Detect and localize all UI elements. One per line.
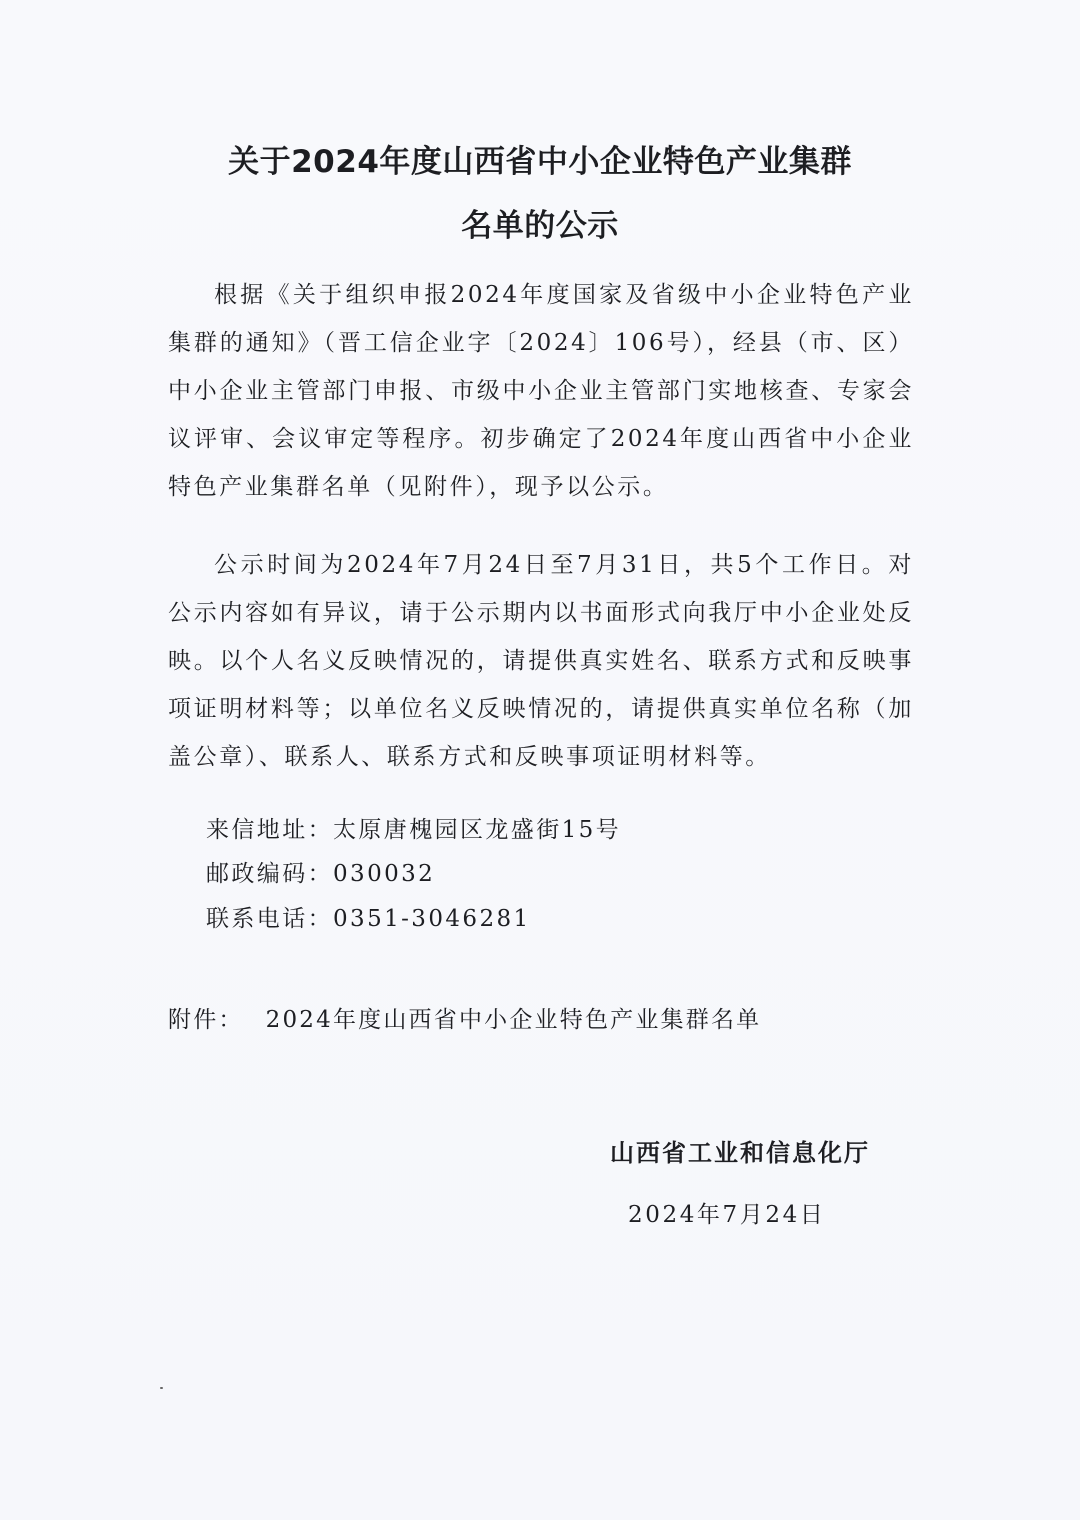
contact-phone: 联系电话：0351-3046281 (206, 906, 531, 932)
attachment-title: 2024年度山西省中小企业特色产业集群名单 (265, 1007, 762, 1033)
issuer-signature: 山西省工业和信息化厅 (610, 1139, 870, 1167)
scan-speck (160, 1387, 163, 1389)
body-paragraph-2: 公示时间为2024年7月24日至7月31日，共5个工作日。对公示内容如有异议，请于公示期内以书面形式向我厅中小企业处反映。以个人名义反映情况的，请提供真实姓名、联系方式和反映事项证明材料等；以单位名义反映情况的，请提供真实单位名称（加盖公章）、联系人、联系方式和反映事项证明材料等。 (168, 552, 914, 770)
issue-date: 2024年7月24日 (628, 1202, 826, 1228)
contact-address: 来信地址：太原唐槐园区龙盛街15号 (206, 817, 622, 843)
contact-postcode: 邮政编码：030032 (206, 861, 436, 887)
body-paragraph-1: 根据《关于组织申报2024年度国家及省级中小企业特色产业集群的通知》（晋工信企业字〔2024〕106号），经县（市、区）中小企业主管部门申报、市级中小企业主管部门实地核查、专家会议评审、会议审定等程序。初步确定了2024年度山西省中小企业特色产业集群名单（见附件），现予以公示。 (168, 282, 914, 500)
attachment-label: 附件： (168, 1007, 244, 1033)
document-title-line1: 关于2024年度山西省中小企业特色产业集群 (228, 144, 852, 180)
document-title-line2: 名单的公示 (461, 208, 619, 244)
attachment-line (168, 1001, 761, 1034)
